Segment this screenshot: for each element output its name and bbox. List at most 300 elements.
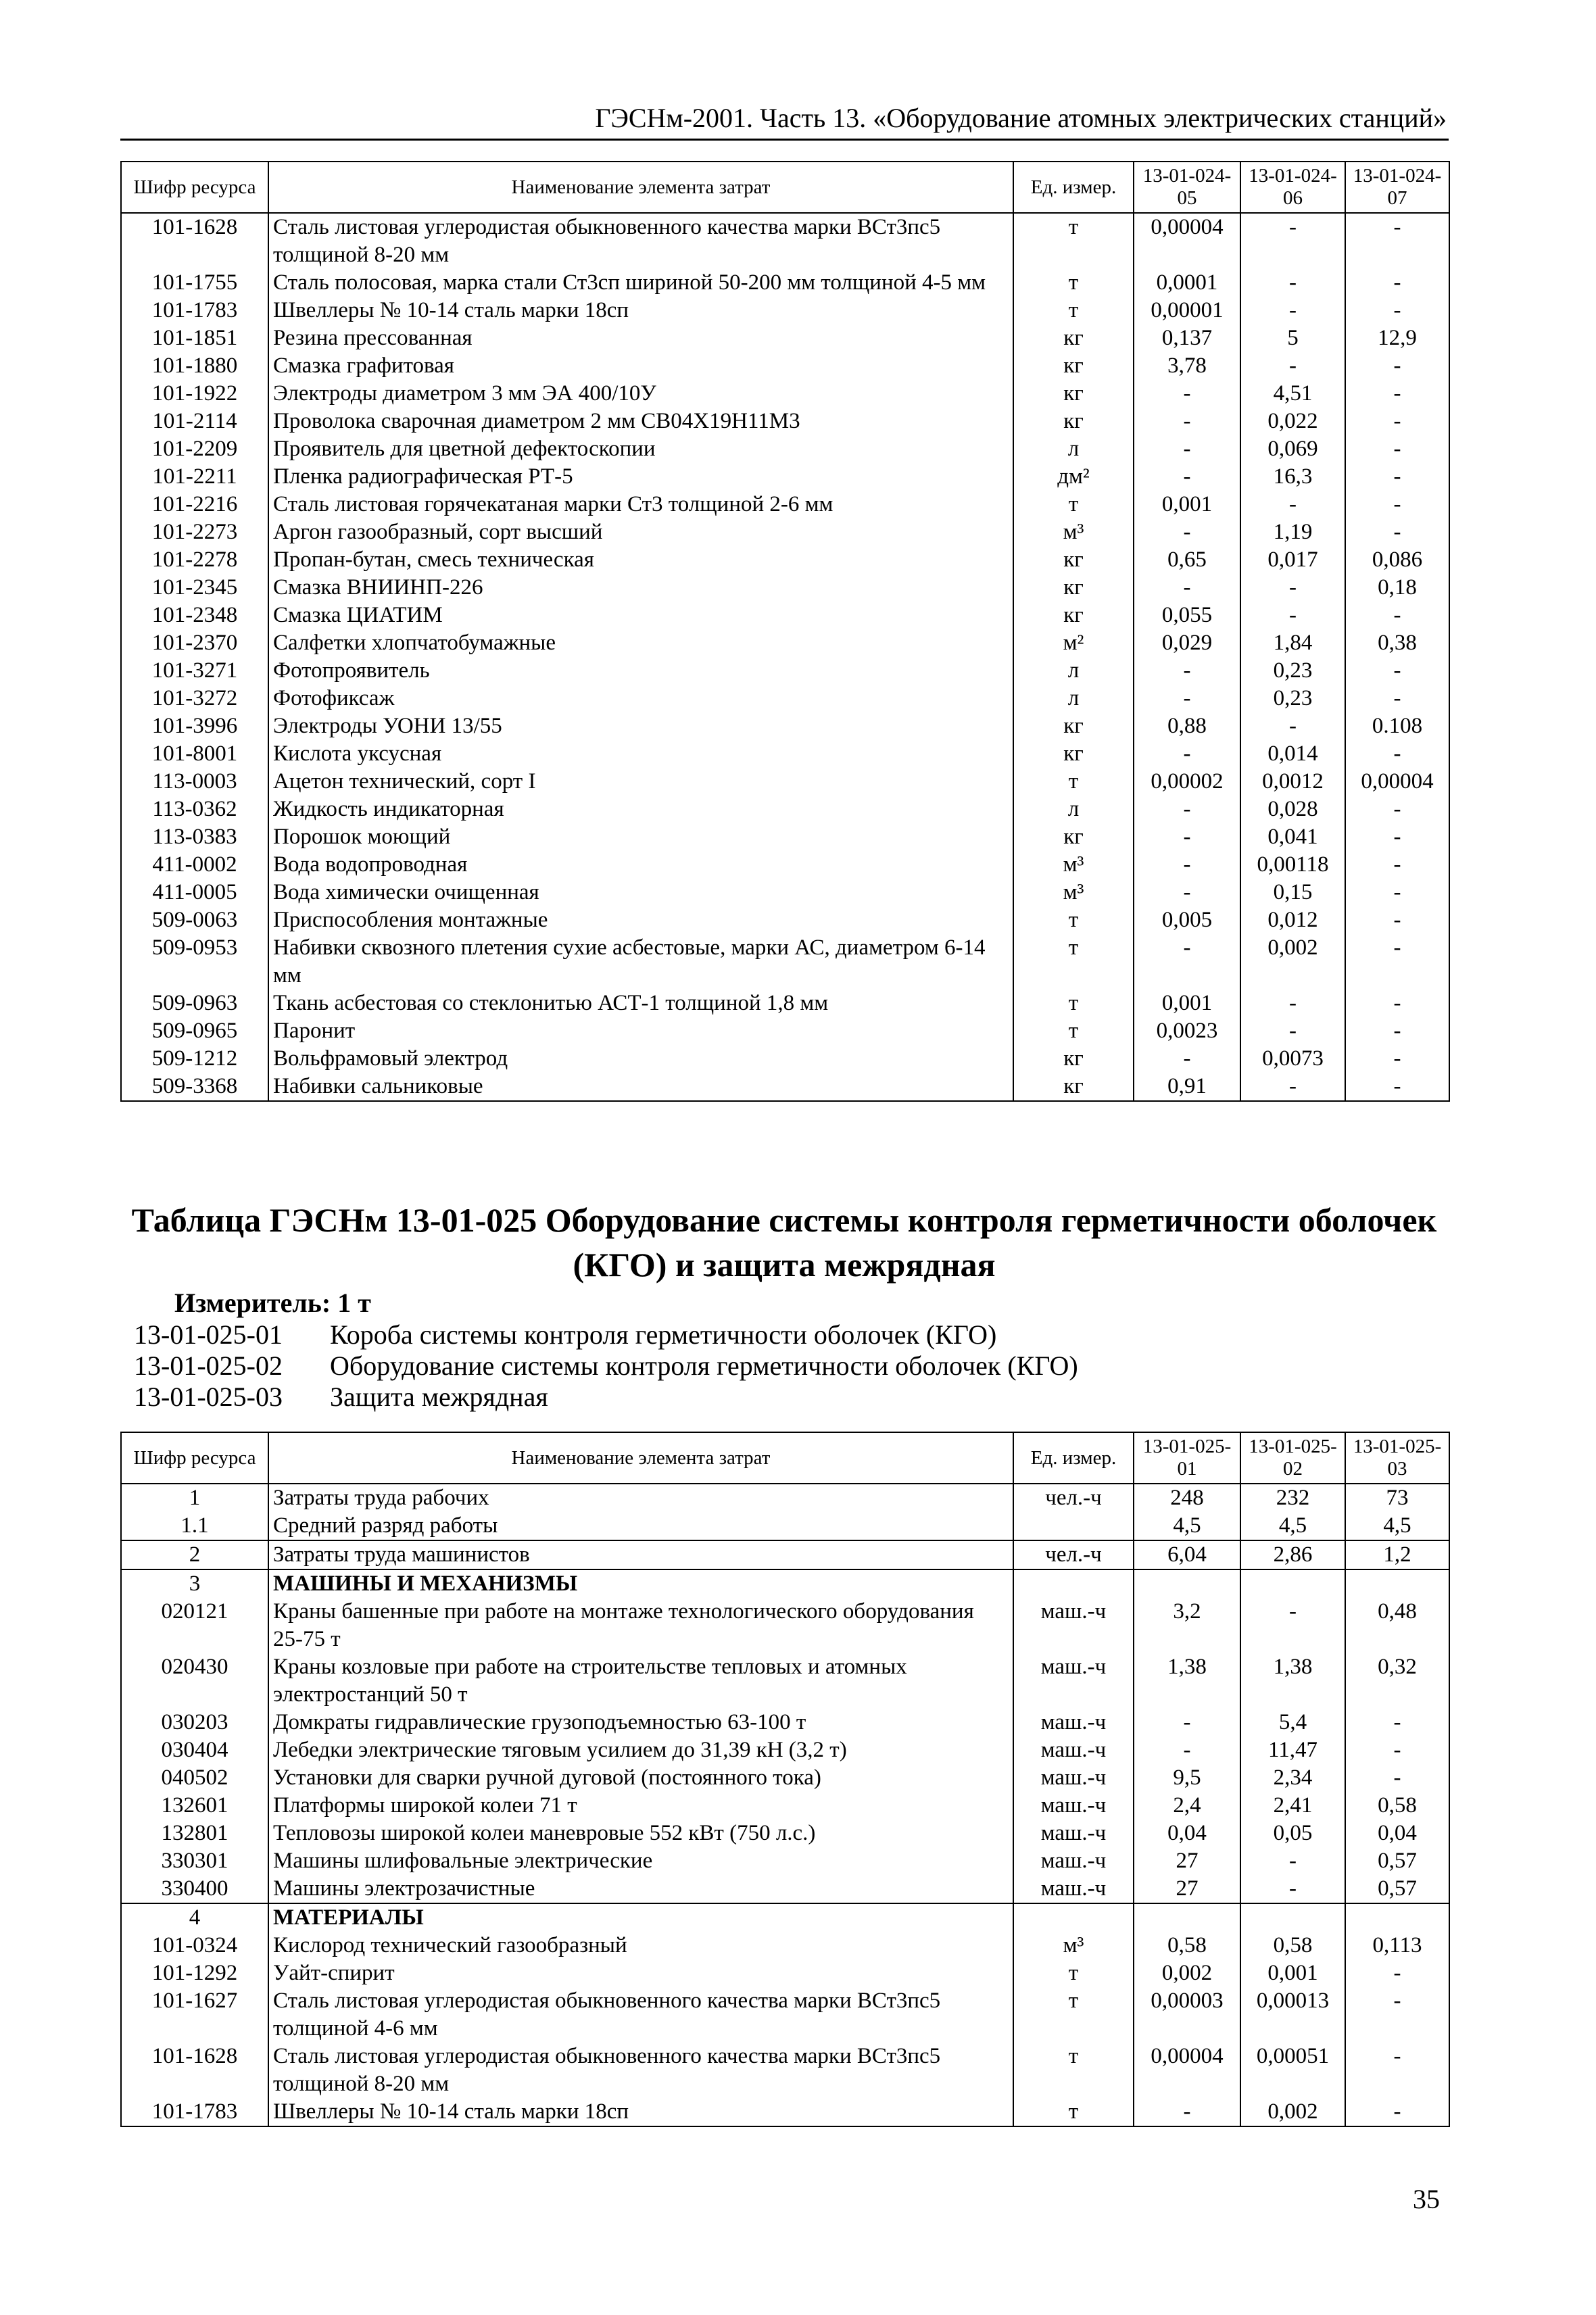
header-name: Наименование элемента затрат <box>268 1432 1013 1484</box>
resource-name: Салфетки хлопчатобумажные <box>268 629 1013 657</box>
value-col-1: - <box>1134 796 1240 823</box>
resource-unit: кг <box>1013 1045 1134 1073</box>
resource-unit: кг <box>1013 574 1134 602</box>
resource-code: 101-1292 <box>121 1959 268 1987</box>
resource-unit: т <box>1013 1987 1134 2043</box>
value-col-1: 6,04 <box>1134 1540 1240 1569</box>
value-col-1: 0,00004 <box>1134 2043 1240 2098</box>
table-row <box>121 1512 1449 1540</box>
table-row <box>121 1959 1449 1987</box>
value-col-3: 0,57 <box>1345 1875 1449 1903</box>
resource-unit: т <box>1013 491 1134 518</box>
resource-code: 020121 <box>121 1598 268 1653</box>
table-row <box>121 352 1449 380</box>
table-row <box>121 1932 1449 1959</box>
table-title: Таблица ГЭСНм 13-01-025 Оборудование системы контроля герметичности оболочек (КГО) и защита межрядная <box>131 1201 1437 1284</box>
value-col-2: - <box>1240 574 1345 602</box>
value-col-2: 0,002 <box>1240 2098 1345 2126</box>
value-col-2: 1,38 <box>1240 1653 1345 1709</box>
value-col-3: 0,48 <box>1345 1598 1449 1653</box>
resource-code: 101-2370 <box>121 629 268 657</box>
table-row <box>121 408 1449 435</box>
value-col-1: - <box>1134 1709 1240 1736</box>
resource-code: 101-1783 <box>121 297 268 324</box>
resource-code: 509-0963 <box>121 990 268 1017</box>
value-col-2: 0,23 <box>1240 657 1345 685</box>
resource-code: 509-1212 <box>121 1045 268 1073</box>
resource-name: Швеллеры № 10-14 сталь марки 18сп <box>268 297 1013 324</box>
table-row <box>121 574 1449 602</box>
value-col-2: 16,3 <box>1240 463 1345 491</box>
resource-code: 040502 <box>121 1764 268 1792</box>
resource-code: 101-1755 <box>121 269 268 297</box>
resource-unit: маш.-ч <box>1013 1653 1134 1709</box>
resource-unit: маш.-ч <box>1013 1875 1134 1903</box>
value-col-1: 0,00002 <box>1134 768 1240 796</box>
resource-code: 101-2348 <box>121 602 268 629</box>
resource-name: Приспособления монтажные <box>268 906 1013 934</box>
table-row <box>121 491 1449 518</box>
table-body <box>121 1484 1449 2126</box>
table-row <box>121 879 1449 906</box>
table-row <box>121 851 1449 879</box>
value-col-1: - <box>1134 518 1240 546</box>
value-col-1: - <box>1134 1045 1240 1073</box>
value-col-1: 0,00003 <box>1134 1987 1240 2043</box>
resource-name: Вода водопроводная <box>268 851 1013 879</box>
value-col-3: - <box>1345 213 1449 269</box>
value-col-1: - <box>1134 657 1240 685</box>
value-col-1: 0,001 <box>1134 990 1240 1017</box>
resource-name: Электроды диаметром 3 мм ЭА 400/10У <box>268 380 1013 408</box>
resource-name: Установки для сварки ручной дуговой (постоянного тока) <box>268 1764 1013 1792</box>
value-col-1: 9,5 <box>1134 1764 1240 1792</box>
value-col-1: 1,38 <box>1134 1653 1240 1709</box>
resource-unit: м³ <box>1013 518 1134 546</box>
value-col-3 <box>1345 1569 1449 1598</box>
value-col-3: - <box>1345 1017 1449 1045</box>
value-col-2: - <box>1240 352 1345 380</box>
resource-unit: м² <box>1013 629 1134 657</box>
resource-unit: маш.-ч <box>1013 1709 1134 1736</box>
resource-table-024 <box>120 161 1450 1102</box>
value-col-3: - <box>1345 1959 1449 1987</box>
resource-code: 101-3996 <box>121 712 268 740</box>
value-col-3: - <box>1345 934 1449 990</box>
value-col-2: - <box>1240 491 1345 518</box>
resource-unit: т <box>1013 1959 1134 1987</box>
resource-unit: л <box>1013 435 1134 463</box>
value-col-3: 73 <box>1345 1484 1449 1512</box>
value-col-2: 5 <box>1240 324 1345 352</box>
resource-code: 030203 <box>121 1709 268 1736</box>
resource-code: 101-1922 <box>121 380 268 408</box>
header-col-1: 13-01-024-05 <box>1134 162 1240 213</box>
header-col-1: 13-01-025-01 <box>1134 1432 1240 1484</box>
resource-unit: л <box>1013 796 1134 823</box>
value-col-2: - <box>1240 1847 1345 1875</box>
value-col-1: - <box>1134 1736 1240 1764</box>
table-row <box>121 1598 1449 1653</box>
value-col-3: - <box>1345 2098 1449 2126</box>
value-col-2: 2,41 <box>1240 1792 1345 1820</box>
value-col-2: 0,028 <box>1240 796 1345 823</box>
resource-unit: м³ <box>1013 1932 1134 1959</box>
resource-name: Домкраты гидравлические грузоподъемностью 63-100 т <box>268 1709 1013 1736</box>
value-col-3 <box>1345 1903 1449 1932</box>
resource-code: 101-8001 <box>121 740 268 768</box>
value-col-3: 0,32 <box>1345 1653 1449 1709</box>
resource-unit: чел.-ч <box>1013 1484 1134 1512</box>
resource-unit: кг <box>1013 546 1134 574</box>
value-col-3: - <box>1345 463 1449 491</box>
table-row <box>121 712 1449 740</box>
value-col-1: 27 <box>1134 1847 1240 1875</box>
table-row <box>121 602 1449 629</box>
header-col-3: 13-01-025-03 <box>1345 1432 1449 1484</box>
resource-name: Сталь листовая углеродистая обыкновенного качества марки ВСт3пс5 толщиной 8-20 мм <box>268 2043 1013 2098</box>
value-col-1 <box>1134 1903 1240 1932</box>
resource-name: Проявитель для цветной дефектоскопии <box>268 435 1013 463</box>
resource-name: Ткань асбестовая со стеклонитью АСТ-1 толщиной 1,8 мм <box>268 990 1013 1017</box>
resource-name: Затраты труда машинистов <box>268 1540 1013 1569</box>
header-code: Шифр ресурса <box>121 1432 268 1484</box>
resource-name: Смазка графитовая <box>268 352 1013 380</box>
value-col-1: - <box>1134 851 1240 879</box>
value-col-1 <box>1134 1569 1240 1598</box>
resource-name: Краны башенные при работе на монтаже технологического оборудования 25-75 т <box>268 1598 1013 1653</box>
value-col-2: 0,002 <box>1240 934 1345 990</box>
value-col-1: 3,2 <box>1134 1598 1240 1653</box>
value-col-2: - <box>1240 297 1345 324</box>
variant-list <box>134 1319 1078 1413</box>
table-row <box>121 740 1449 768</box>
value-col-1: 2,4 <box>1134 1792 1240 1820</box>
resource-unit: кг <box>1013 823 1134 851</box>
resource-code: 101-1851 <box>121 324 268 352</box>
resource-name: Электроды УОНИ 13/55 <box>268 712 1013 740</box>
resource-unit: т <box>1013 1017 1134 1045</box>
value-col-1: 0,04 <box>1134 1820 1240 1847</box>
resource-name: Кислород технический газообразный <box>268 1932 1013 1959</box>
resource-name: Швеллеры № 10-14 сталь марки 18сп <box>268 2098 1013 2126</box>
resource-code: 101-1783 <box>121 2098 268 2126</box>
resource-name: Фотопроявитель <box>268 657 1013 685</box>
value-col-1: - <box>1134 380 1240 408</box>
table-row <box>121 1569 1449 1598</box>
resource-code: 411-0005 <box>121 879 268 906</box>
value-col-1: 0,58 <box>1134 1932 1240 1959</box>
table-row <box>121 685 1449 712</box>
value-col-3: - <box>1345 1987 1449 2043</box>
variant-label: Оборудование системы контроля герметичности оболочек (КГО) <box>330 1350 1078 1381</box>
resource-unit: т <box>1013 2098 1134 2126</box>
resource-unit: маш.-ч <box>1013 1820 1134 1847</box>
value-col-2: - <box>1240 213 1345 269</box>
resource-name: Затраты труда рабочих <box>268 1484 1013 1512</box>
table-row <box>121 380 1449 408</box>
resource-code: 101-3272 <box>121 685 268 712</box>
table-row <box>121 1484 1449 1512</box>
resource-name: Фотофиксаж <box>268 685 1013 712</box>
value-col-2: 0,58 <box>1240 1932 1345 1959</box>
resource-code: 101-2273 <box>121 518 268 546</box>
table-row <box>121 1709 1449 1736</box>
resource-unit: л <box>1013 685 1134 712</box>
value-col-3: - <box>1345 2043 1449 2098</box>
table-row <box>121 1875 1449 1903</box>
resource-unit <box>1013 1903 1134 1932</box>
header-name: Наименование элемента затрат <box>268 162 1013 213</box>
variant-item <box>134 1382 1078 1413</box>
resource-code: 132801 <box>121 1820 268 1847</box>
value-col-1: 0,65 <box>1134 546 1240 574</box>
resource-name: Сталь листовая углеродистая обыкновенного качества марки ВСт3пс5 толщиной 4-6 мм <box>268 1987 1013 2043</box>
value-col-2: 4,5 <box>1240 1512 1345 1540</box>
resource-unit: кг <box>1013 408 1134 435</box>
value-col-2: - <box>1240 990 1345 1017</box>
value-col-3: - <box>1345 990 1449 1017</box>
value-col-2: - <box>1240 269 1345 297</box>
table-row <box>121 657 1449 685</box>
variant-code: 13-01-025-02 <box>134 1350 283 1381</box>
resource-unit: кг <box>1013 712 1134 740</box>
table-row <box>121 1792 1449 1820</box>
table-row <box>121 629 1449 657</box>
value-col-3: 0,113 <box>1345 1932 1449 1959</box>
resource-unit: т <box>1013 768 1134 796</box>
resource-unit: т <box>1013 990 1134 1017</box>
resource-table-025 <box>120 1432 1450 2127</box>
value-col-1: 0,0001 <box>1134 269 1240 297</box>
resource-name: Проволока сварочная диаметром 2 мм СВ04Х19Н11М3 <box>268 408 1013 435</box>
value-col-3: - <box>1345 1736 1449 1764</box>
value-col-3: - <box>1345 657 1449 685</box>
resource-code: 101-2278 <box>121 546 268 574</box>
value-col-3: - <box>1345 518 1449 546</box>
value-col-3: - <box>1345 906 1449 934</box>
value-col-2: 2,34 <box>1240 1764 1345 1792</box>
value-col-2 <box>1240 1569 1345 1598</box>
value-col-3: 0,04 <box>1345 1820 1449 1847</box>
resource-name: Вольфрамовый электрод <box>268 1045 1013 1073</box>
resource-code: 330301 <box>121 1847 268 1875</box>
value-col-2: - <box>1240 1073 1345 1101</box>
table-row <box>121 1847 1449 1875</box>
value-col-2: 232 <box>1240 1484 1345 1512</box>
value-col-3: - <box>1345 796 1449 823</box>
resource-name: Платформы широкой колеи 71 т <box>268 1792 1013 1820</box>
value-col-3: - <box>1345 602 1449 629</box>
resource-code: 101-1627 <box>121 1987 268 2043</box>
value-col-1: - <box>1134 574 1240 602</box>
resource-unit: кг <box>1013 1073 1134 1101</box>
resource-code: 101-2211 <box>121 463 268 491</box>
value-col-1: 4,5 <box>1134 1512 1240 1540</box>
resource-name: МАТЕРИАЛЫ <box>268 1903 1013 1932</box>
resource-code: 113-0383 <box>121 823 268 851</box>
table-row <box>121 1540 1449 1569</box>
value-col-1: - <box>1134 740 1240 768</box>
table-row <box>121 906 1449 934</box>
header-unit: Ед. измер. <box>1013 162 1134 213</box>
table-row <box>121 1653 1449 1709</box>
table-row <box>121 768 1449 796</box>
resource-code: 101-0324 <box>121 1932 268 1959</box>
value-col-3: - <box>1345 408 1449 435</box>
value-col-3: - <box>1345 685 1449 712</box>
table-header-row <box>121 1432 1449 1484</box>
value-col-2: 11,47 <box>1240 1736 1345 1764</box>
resource-name: Пропан-бутан, смесь техническая <box>268 546 1013 574</box>
value-col-1: - <box>1134 408 1240 435</box>
table-row <box>121 1073 1449 1101</box>
value-col-3: - <box>1345 297 1449 324</box>
value-col-2: 1,19 <box>1240 518 1345 546</box>
table-row <box>121 823 1449 851</box>
table-body <box>121 213 1449 1101</box>
table-row <box>121 435 1449 463</box>
resource-name: Набивки сквозного плетения сухие асбестовые, марки АС, диаметром 6-14 мм <box>268 934 1013 990</box>
value-col-1: 248 <box>1134 1484 1240 1512</box>
resource-code: 101-2216 <box>121 491 268 518</box>
resource-unit: т <box>1013 213 1134 269</box>
resource-unit: кг <box>1013 352 1134 380</box>
resource-name: Аргон газообразный, сорт высший <box>268 518 1013 546</box>
resource-name: Тепловозы широкой колеи маневровые 552 кВт (750 л.с.) <box>268 1820 1013 1847</box>
variant-label: Короба системы контроля герметичности оболочек (КГО) <box>330 1319 997 1350</box>
resource-code: 509-0965 <box>121 1017 268 1045</box>
resource-code: 1.1 <box>121 1512 268 1540</box>
resource-unit: дм² <box>1013 463 1134 491</box>
table-row <box>121 297 1449 324</box>
variant-item <box>134 1319 1078 1350</box>
header-code: Шифр ресурса <box>121 162 268 213</box>
value-col-3: - <box>1345 435 1449 463</box>
resource-name: Лебедки электрические тяговым усилием до 31,39 кН (3,2 т) <box>268 1736 1013 1764</box>
resource-name: Уайт-спирит <box>268 1959 1013 1987</box>
value-col-1: 0,029 <box>1134 629 1240 657</box>
table-row <box>121 1045 1449 1073</box>
resource-name: Пленка радиографическая РТ-5 <box>268 463 1013 491</box>
table-row <box>121 1764 1449 1792</box>
resource-code: 1 <box>121 1484 268 1512</box>
value-col-2: - <box>1240 1598 1345 1653</box>
table-row <box>121 463 1449 491</box>
value-col-2: 0,0012 <box>1240 768 1345 796</box>
header-rule <box>120 139 1449 141</box>
table-row <box>121 324 1449 352</box>
value-col-2: 0,041 <box>1240 823 1345 851</box>
table-row <box>121 2098 1449 2126</box>
value-col-2: 0,15 <box>1240 879 1345 906</box>
resource-name: Резина прессованная <box>268 324 1013 352</box>
value-col-2: 0,00013 <box>1240 1987 1345 2043</box>
resource-unit: т <box>1013 269 1134 297</box>
value-col-2: 0,0073 <box>1240 1045 1345 1073</box>
value-col-1: - <box>1134 934 1240 990</box>
value-col-1: 27 <box>1134 1875 1240 1903</box>
table-row <box>121 934 1449 990</box>
resource-name: Сталь полосовая, марка стали Ст3сп шириной 50-200 мм толщиной 4-5 мм <box>268 269 1013 297</box>
resource-code: 101-1880 <box>121 352 268 380</box>
value-col-1: 0,005 <box>1134 906 1240 934</box>
value-col-1: 0,00004 <box>1134 213 1240 269</box>
value-col-3: 0,57 <box>1345 1847 1449 1875</box>
value-col-1: 0,055 <box>1134 602 1240 629</box>
value-col-1: 0,00001 <box>1134 297 1240 324</box>
resource-unit: т <box>1013 2043 1134 2098</box>
value-col-2: 0,022 <box>1240 408 1345 435</box>
table-row <box>121 1820 1449 1847</box>
resource-code: 101-3271 <box>121 657 268 685</box>
value-col-2 <box>1240 1903 1345 1932</box>
resource-unit <box>1013 1512 1134 1540</box>
resource-code: 509-3368 <box>121 1073 268 1101</box>
value-col-3: - <box>1345 491 1449 518</box>
resource-unit: маш.-ч <box>1013 1847 1134 1875</box>
value-col-3: 0,38 <box>1345 629 1449 657</box>
resource-name: Жидкость индикаторная <box>268 796 1013 823</box>
resource-code: 2 <box>121 1540 268 1569</box>
value-col-2: 4,51 <box>1240 380 1345 408</box>
resource-name: Машины электрозачистные <box>268 1875 1013 1903</box>
value-col-2: - <box>1240 1017 1345 1045</box>
resource-name: Паронит <box>268 1017 1013 1045</box>
resource-name: МАШИНЫ И МЕХАНИЗМЫ <box>268 1569 1013 1598</box>
value-col-2: 1,84 <box>1240 629 1345 657</box>
table-row <box>121 213 1449 269</box>
value-col-3: - <box>1345 879 1449 906</box>
table-row <box>121 2043 1449 2098</box>
value-col-1: 0,0023 <box>1134 1017 1240 1045</box>
resource-unit <box>1013 1569 1134 1598</box>
value-col-1: - <box>1134 685 1240 712</box>
resource-name: Средний разряд работы <box>268 1512 1013 1540</box>
resource-name: Сталь листовая углеродистая обыкновенного качества марки ВСт3пс5 толщиной 8-20 мм <box>268 213 1013 269</box>
resource-name: Краны козловые при работе на строительстве тепловых и атомных электростанций 50 т <box>268 1653 1013 1709</box>
header-col-2: 13-01-024-06 <box>1240 162 1345 213</box>
value-col-2: 2,86 <box>1240 1540 1345 1569</box>
value-col-3: - <box>1345 740 1449 768</box>
value-col-3: 1,2 <box>1345 1540 1449 1569</box>
value-col-2: 0,00118 <box>1240 851 1345 879</box>
resource-code: 4 <box>121 1903 268 1932</box>
table-row <box>121 990 1449 1017</box>
resource-code: 509-0953 <box>121 934 268 990</box>
variant-label: Защита межрядная <box>330 1382 548 1412</box>
resource-unit: т <box>1013 297 1134 324</box>
resource-code: 101-1628 <box>121 2043 268 2098</box>
resource-unit: маш.-ч <box>1013 1736 1134 1764</box>
value-col-1: 3,78 <box>1134 352 1240 380</box>
value-col-3: - <box>1345 269 1449 297</box>
resource-unit: т <box>1013 934 1134 990</box>
header-unit: Ед. измер. <box>1013 1432 1134 1484</box>
value-col-1: 0,001 <box>1134 491 1240 518</box>
value-col-2: 0,00051 <box>1240 2043 1345 2098</box>
table-row <box>121 546 1449 574</box>
table-row <box>121 518 1449 546</box>
value-col-1: - <box>1134 879 1240 906</box>
value-col-3: - <box>1345 851 1449 879</box>
resource-name: Кислота уксусная <box>268 740 1013 768</box>
value-col-2: 0,23 <box>1240 685 1345 712</box>
resource-unit: кг <box>1013 602 1134 629</box>
value-col-2: 0,012 <box>1240 906 1345 934</box>
running-header: ГЭСНм-2001. Часть 13. «Оборудование атомных электрических станций» <box>595 103 1447 133</box>
value-col-2: 0,069 <box>1240 435 1345 463</box>
